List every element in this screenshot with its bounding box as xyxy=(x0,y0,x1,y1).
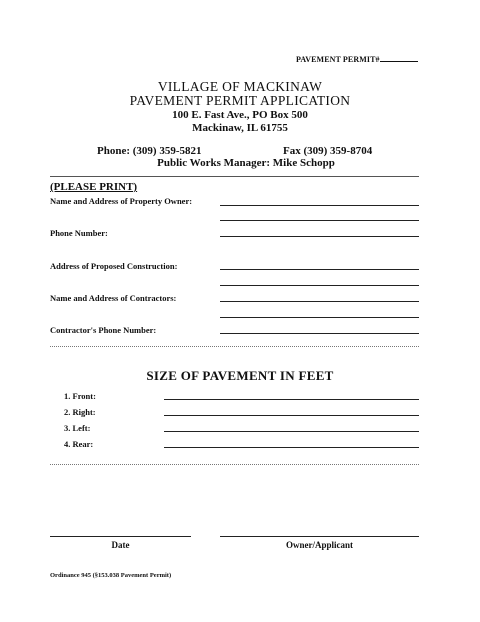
permit-number-blank[interactable] xyxy=(380,54,418,62)
ordinance-reference: Ordinance 945 (§153.038 Pavement Permit) xyxy=(50,572,172,579)
property-owner-line-1[interactable] xyxy=(220,205,419,206)
contractors-label: Name and Address of Contractors: xyxy=(50,293,177,303)
property-owner-label: Name and Address of Property Owner: xyxy=(50,196,193,206)
public-works-manager: Public Works Manager: Mike Schopp xyxy=(157,157,335,169)
property-owner-line-2[interactable] xyxy=(220,220,419,221)
phone-number-label: Phone Number: xyxy=(50,228,108,238)
front-label: 1. Front: xyxy=(64,391,96,401)
section-divider-2 xyxy=(50,464,419,465)
contractors-line-2[interactable] xyxy=(220,317,419,318)
front-line[interactable] xyxy=(164,399,419,400)
construction-address-line-1[interactable] xyxy=(220,269,419,270)
contractor-phone-line[interactable] xyxy=(220,333,419,334)
left-line[interactable] xyxy=(164,431,419,432)
village-title: VILLAGE OF MACKINAW xyxy=(157,79,323,94)
rear-line[interactable] xyxy=(164,447,419,448)
address-street: 100 E. Fast Ave., PO Box 500 xyxy=(172,109,308,121)
contractors-line-1[interactable] xyxy=(220,301,419,302)
right-line[interactable] xyxy=(164,415,419,416)
section-divider-1 xyxy=(50,346,419,347)
left-label: 3. Left: xyxy=(64,423,91,433)
owner-signature-line[interactable] xyxy=(220,536,419,537)
please-print-note: (PLEASE PRINT) xyxy=(50,181,138,193)
application-title: PAVEMENT PERMIT APPLICATION xyxy=(129,93,351,108)
phone-number: Phone: (309) 359-5821 xyxy=(97,145,202,157)
header-divider xyxy=(50,176,419,177)
address-city: Mackinaw, IL 61755 xyxy=(192,122,288,134)
construction-address-label: Address of Proposed Construction: xyxy=(50,261,178,271)
rear-label: 4. Rear: xyxy=(64,439,94,449)
size-section-title: SIZE OF PAVEMENT IN FEET xyxy=(146,368,334,383)
date-label: Date xyxy=(111,540,130,550)
date-line[interactable] xyxy=(50,536,191,537)
construction-address-line-2[interactable] xyxy=(220,285,419,286)
contractor-phone-label: Contractor's Phone Number: xyxy=(50,325,157,335)
owner-applicant-label: Owner/Applicant xyxy=(285,540,353,550)
phone-number-line[interactable] xyxy=(220,236,419,237)
right-label: 2. Right: xyxy=(64,407,96,417)
permit-number-label xyxy=(296,54,418,64)
permit-number-text: PAVEMENT PERMIT# xyxy=(296,55,380,64)
fax-number: Fax (309) 359-8704 xyxy=(283,145,373,157)
